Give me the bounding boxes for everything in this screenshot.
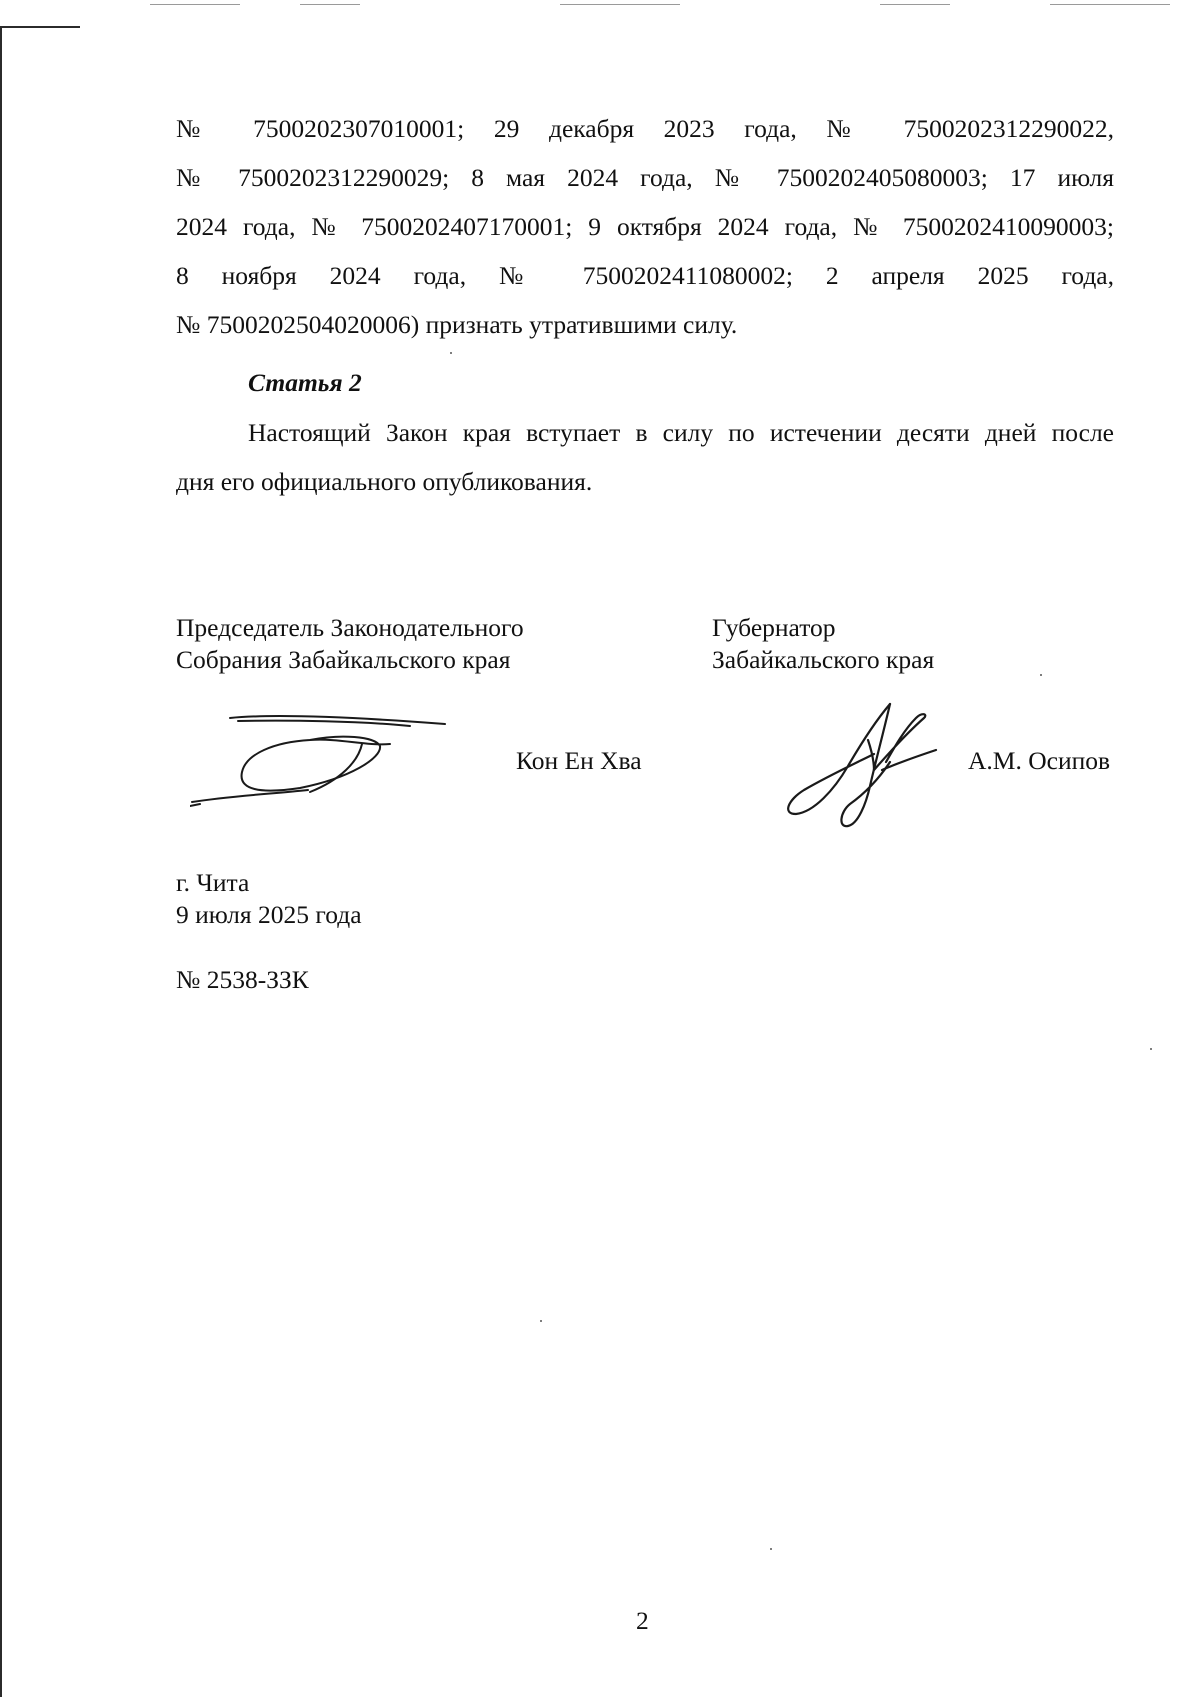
scan-edge-left bbox=[0, 28, 2, 1697]
article-title: Статья 2 bbox=[248, 368, 362, 397]
signatory-right-position bbox=[712, 612, 934, 676]
paragraph-line: № 7500202307010001; 29 декабря 2023 года, № 7500202312290022, bbox=[176, 114, 1114, 143]
signatory-right-position-line: Забайкальского края bbox=[712, 645, 935, 674]
scan-speck bbox=[540, 1320, 542, 1322]
signatory-right-position-line: Губернатор bbox=[712, 613, 836, 642]
signature-left bbox=[190, 706, 460, 816]
signatory-left-name: Кон Ен Хва bbox=[516, 746, 642, 775]
scan-speck bbox=[1150, 1048, 1152, 1050]
scan-speck bbox=[770, 1548, 772, 1550]
scan-speck bbox=[450, 352, 452, 354]
scan-edge-top bbox=[0, 26, 80, 28]
scan-dash bbox=[150, 4, 240, 5]
signature-right bbox=[778, 700, 948, 832]
paragraph-line: № 7500202312290029; 8 мая 2024 года, № 7500202405080003; 17 июля bbox=[176, 163, 1114, 192]
signatory-left-position-line: Собрания Забайкальского края bbox=[176, 645, 511, 674]
date: 9 июля 2025 года bbox=[176, 900, 362, 929]
paragraph-line: 8 ноября 2024 года, № 7500202411080002; 2 апреля 2025 года, bbox=[176, 261, 1114, 290]
law-number: № 2538-ЗЗК bbox=[176, 965, 309, 994]
scan-dash bbox=[1050, 4, 1170, 5]
article-text-line: дня его официального опубликования. bbox=[176, 467, 593, 496]
signatory-right-name: А.М. Осипов bbox=[968, 746, 1111, 775]
page-number: 2 bbox=[636, 1606, 649, 1635]
place: г. Чита bbox=[176, 868, 250, 897]
scan-dash bbox=[560, 4, 680, 5]
article-text-line: Настоящий Закон края вступает в силу по истечении десяти дней после bbox=[248, 418, 1114, 447]
paragraph-line-last: № 7500202504020006) признать утратившими силу. bbox=[176, 310, 738, 339]
signatory-left-position-line: Председатель Законодательного bbox=[176, 613, 524, 642]
scan-speck bbox=[1040, 674, 1042, 676]
scan-dash bbox=[880, 4, 950, 5]
paragraph-line: 2024 года, № 7500202407170001; 9 октября 2024 года, № 7500202410090003; bbox=[176, 212, 1114, 241]
scan-dash bbox=[300, 4, 360, 5]
signatory-left-position bbox=[176, 612, 524, 676]
